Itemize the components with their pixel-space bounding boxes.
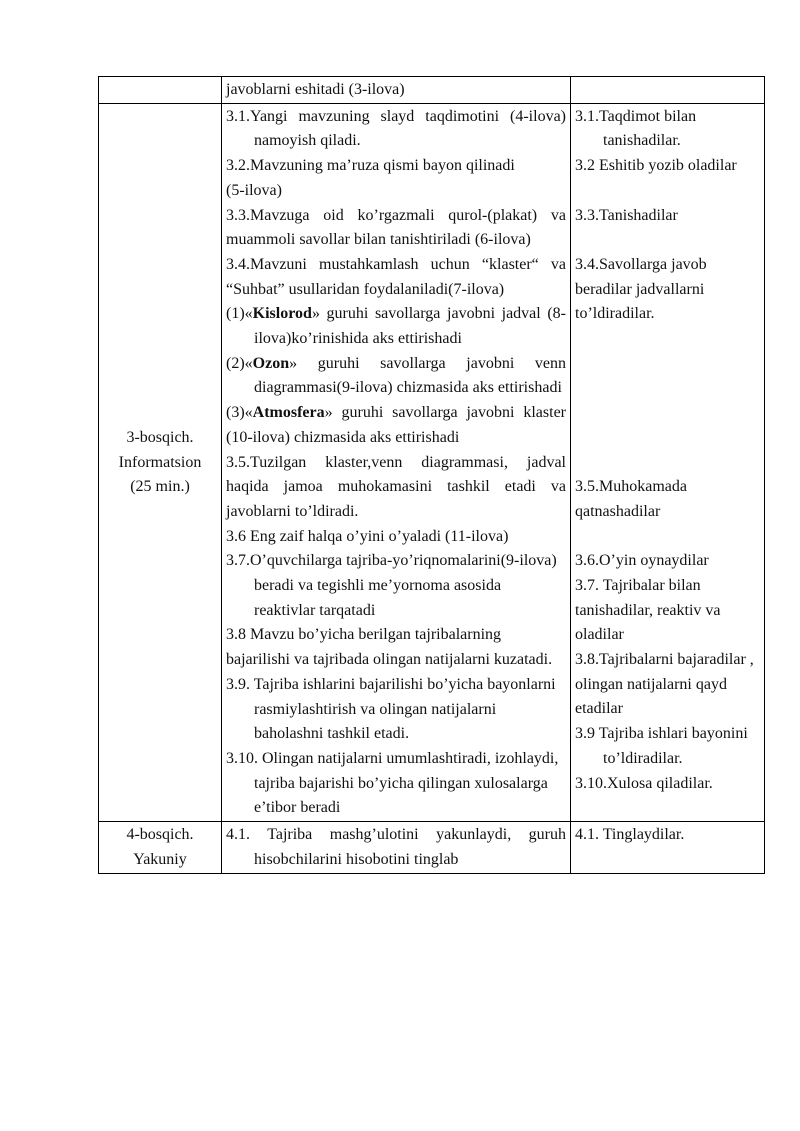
spacer (575, 525, 760, 550)
group-2-text: » guruhi savollarga javobni venn diagrammasi(9-ilova) chizmasida aks ettirishadi (254, 354, 566, 397)
spacer (575, 450, 760, 475)
student-step-3-4: 3.4.Savollarga javob beradilar jadvallarni to’ldiradilar. (575, 255, 707, 323)
student-step-3-3: 3.3.Tanishadilar (575, 206, 678, 224)
spacer (575, 401, 760, 426)
teacher-step-3-4: 3.4.Mavzuni mustahkamlash uchun “klaster“ va “Suhbat” usullaridan foydalaniladi(7-ilova) (226, 255, 566, 298)
student-step-3-1: 3.1.Taqdimot bilan tanishadilar. (575, 107, 697, 150)
student-activity-cell-empty (571, 77, 765, 104)
student-step-3-9: 3.9 Tajriba ishlari bayonini to’ldiradilar. (575, 725, 748, 767)
stage-duration: (25 min.) (130, 478, 190, 496)
group-1-name: Kislorod (252, 305, 312, 323)
teacher-step-3-10: 3.10. Olingan natijalarni umumlashtiradi, izohlaydi, tajriba bajarishi bo’yicha qilingan xulosalarga e’tibor beradi (226, 749, 559, 817)
student-step-3-7: 3.7. Tajribalar bilan tanishadilar, reaktiv va oladilar (575, 576, 721, 644)
teacher-text: javoblarni eshitadi (3-ilova) (226, 81, 405, 98)
spacer (575, 376, 760, 401)
teacher-activity-cell (222, 77, 571, 104)
group-2-name: Ozon (252, 354, 290, 372)
stage-name: Yakuniy (133, 850, 187, 868)
group-1-prefix: (1)« (226, 305, 253, 323)
group-2-task (226, 352, 566, 401)
teacher-step-3-8: 3.8 Mavzu bo’yicha berilgan tajribalarning bajarilishi va tajribada olingan natijalarni kuzatadi. (226, 626, 553, 669)
stage-number: 3-bosqich. (126, 428, 194, 446)
stage-cell (99, 822, 222, 873)
table-row (99, 103, 765, 821)
stage-cell-empty (99, 77, 222, 104)
stage-cell (99, 103, 222, 821)
stage-name: Informatsion (118, 453, 202, 471)
teacher-activity-cell (222, 103, 571, 821)
teacher-step-3-5: 3.5.Tuzilgan klaster,venn diagrammasi, jadval haqida jamoa muhokamasini tashkil etadi va javoblarni to’ldiradi. (226, 453, 566, 520)
teacher-step-3-2: 3.2.Mavzuning ma’ruza qismi bayon qilinadi (226, 157, 515, 175)
teacher-activity-cell (222, 822, 571, 873)
student-step-3-10: 3.10.Xulosa qiladilar. (575, 774, 713, 792)
lesson-plan-table (98, 76, 765, 874)
teacher-step-3-9: 3.9. Tajriba ishlarini bajarilishi bo’yicha bayonlarni rasmiylashtirish va olingan natijalarni baholashni tashkil etadi. (226, 675, 556, 743)
teacher-step-4-1: 4.1. Tajriba mashg’ulotini yakunlaydi, guruh hisobchilarini hisobotini tinglab (226, 826, 566, 868)
group-3-task (226, 401, 566, 450)
table-row (99, 77, 765, 104)
table-row (99, 822, 765, 873)
student-step-3-6: 3.6.O’yin oynaydilar (575, 552, 709, 570)
student-activity-cell (571, 103, 765, 821)
student-activity-cell (571, 822, 765, 873)
teacher-step-3-2-ref: (5-ilova) (226, 181, 282, 199)
spacer (575, 179, 760, 204)
teacher-step-3-7: 3.7.O’quvchilarga tajriba-yo’riqnomalarini(9-ilova) beradi va tegishli me’yornoma asosida reaktivlar tarqatadi (226, 552, 557, 619)
student-step-3-5: 3.5.Muhokamada qatnashadilar (575, 478, 687, 520)
spacer (575, 426, 760, 451)
stage-number: 4-bosqich. (126, 826, 194, 844)
student-step-3-8: 3.8.Tajribalarni bajaradilar , olingan natijalarni qayd etadilar (575, 651, 754, 718)
spacer (575, 327, 760, 352)
group-1-task (226, 302, 566, 351)
spacer (575, 228, 760, 253)
group-3-text: » guruhi savollarga javobni klaster (10-ilova) chizmasida aks ettirishadi (226, 404, 566, 446)
group-3-prefix: (3)« (226, 404, 253, 422)
group-2-prefix: (2)« (226, 354, 253, 372)
teacher-step-3-6: 3.6 Eng zaif halqa o’yini o’yaladi (11-ilova) (226, 527, 509, 545)
spacer (575, 352, 760, 377)
student-step-4-1: 4.1. Tinglaydilar. (575, 826, 685, 844)
teacher-step-3-1: 3.1.Yangi mavzuning slayd taqdimotini (4-ilova) namoyish qiladi. (226, 107, 566, 150)
group-1-text: » guruhi savollarga javobni jadval (8-ilova)ko’rinishida aks ettirishadi (254, 305, 566, 348)
student-step-3-2: 3.2 Eshitib yozib oladilar (575, 157, 737, 175)
teacher-step-3-3: 3.3.Mavzuga oid ko’rgazmali qurol-(plakat) va muammoli savollar bilan tanishtiriladi (6-ilova) (226, 206, 566, 249)
group-3-name: Atmosfera (252, 404, 325, 422)
